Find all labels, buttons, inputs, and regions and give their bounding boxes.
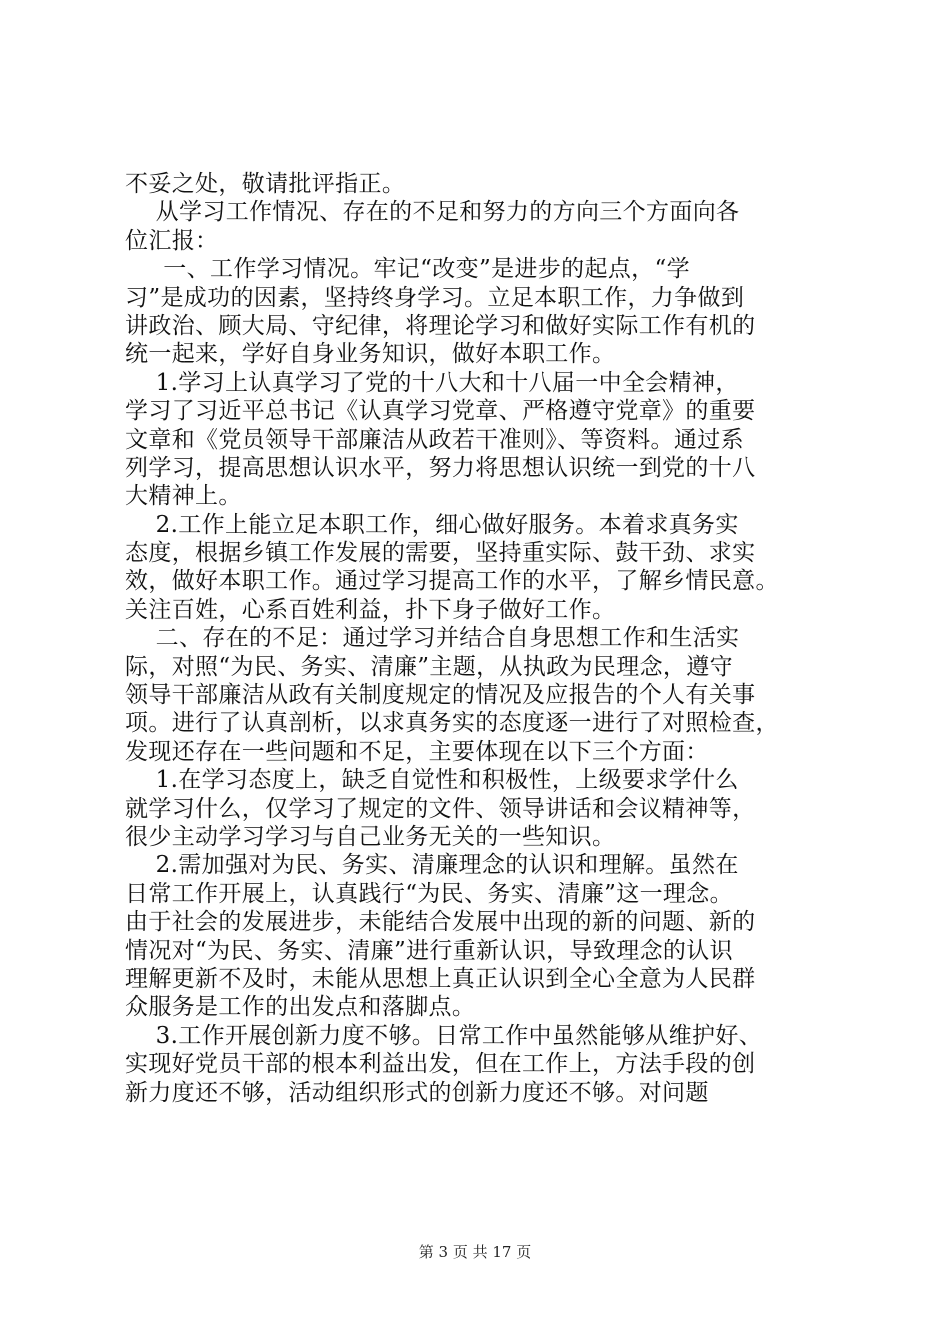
text-line: 很少主动学习学习与自己业务无关的一些知识。	[125, 823, 616, 850]
text-line: 二、存在的不足：通过学习并结合自身思想工作和生活实	[125, 625, 740, 652]
text-line: 列学习，提高思想认识水平，努力将思想认识统一到党的十八	[125, 454, 756, 481]
page-number-footer: 第 3 页 共 17 页	[418, 1243, 532, 1261]
text-line: 效，做好本职工作。通过学习提高工作的水平，了解乡情民意。	[125, 568, 779, 595]
text-line: 讲政治、顾大局、守纪律，将理论学习和做好实际工作有机的	[125, 312, 756, 339]
text-line: 关注百姓，心系百姓利益，扑下身子做好工作。	[125, 596, 616, 623]
text-line: 理解更新不及时，未能从思想上真正认识到全心全意为人民群	[125, 965, 756, 992]
text-line: 1.学习上认真学习了党的十八大和十八届一中全会精神，	[125, 369, 739, 396]
text-line: 由于社会的发展进步，未能结合发展中出现的新的问题、新的	[125, 909, 756, 936]
text-line: 学习了习近平总书记《认真学习党章、严格遵守党章》的重要	[125, 398, 756, 425]
text-line: 态度，根据乡镇工作发展的需要，坚持重实际、鼓干劲、求实	[125, 540, 756, 567]
text-line: 2.工作上能立足本职工作，细心做好服务。本着求真务实	[125, 511, 739, 538]
text-line: 习”是成功的因素，坚持终身学习。立足本职工作，力争做到	[125, 284, 745, 311]
text-line: 日常工作开展上，认真践行“为民、务实、清廉”这一理念。	[125, 880, 733, 907]
text-line: 际，对照“为民、务实、清廉”主题，从执政为民理念，遵守	[125, 653, 733, 680]
document-body	[125, 170, 835, 1107]
text-line: 实现好党员干部的根本利益出发，但在工作上，方法手段的创	[125, 1051, 756, 1078]
text-line: 2.需加强对为民、务实、清廉理念的认识和理解。虽然在	[125, 852, 739, 879]
text-line: 统一起来，学好自身业务知识，做好本职工作。	[125, 341, 616, 368]
text-line: 不妥之处，敬请批评指正。	[125, 171, 406, 197]
text-line: 新力度还不够，活动组织形式的创新力度还不够。对问题	[125, 1079, 709, 1106]
text-line: 项。进行了认真剖析，以求真务实的态度逐一进行了对照检查，	[125, 710, 779, 737]
text-line: 情况对“为民、务实、清廉”进行重新认识，导致理念的认识	[125, 937, 733, 964]
text-line: 1.在学习态度上，缺乏自觉性和积极性，上级要求学什么	[125, 767, 739, 794]
text-line: 一、工作学习情况。牢记“改变”是进步的起点，“学	[125, 256, 690, 283]
text-line: 文章和《党员领导干部廉洁从政若干准则》、等资料。通过系	[125, 426, 744, 453]
text-line: 发现还存在一些问题和不足，主要体现在以下三个方面：	[125, 738, 709, 765]
text-line: 大精神上。	[125, 483, 242, 510]
text-line: 众服务是工作的出发点和落脚点。	[125, 994, 476, 1021]
text-line: 从学习工作情况、存在的不足和努力的方向三个方面向各	[125, 199, 740, 226]
text-line: 就学习什么，仅学习了规定的文件、领导讲话和会议精神等，	[125, 795, 756, 822]
text-line: 领导干部廉洁从政有关制度规定的情况及应报告的个人有关事	[125, 682, 756, 709]
text-line: 3.工作开展创新力度不够。日常工作中虽然能够从维护好、	[125, 1022, 763, 1049]
text-line: 位汇报：	[125, 227, 219, 254]
